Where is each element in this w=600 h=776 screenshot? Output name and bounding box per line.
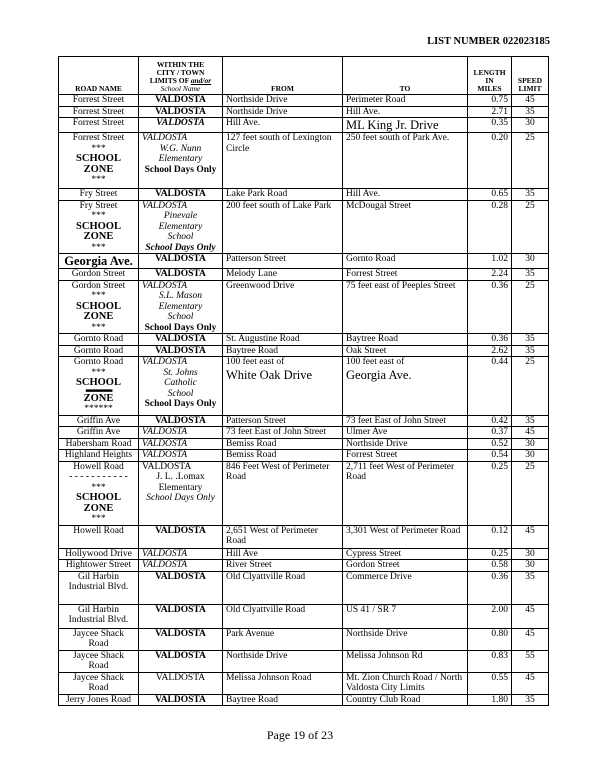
- from-cell: 200 feet south of Lake Park: [223, 200, 343, 254]
- city-limits: VALDOSTA: [139, 189, 223, 201]
- length-cell: 0.75: [468, 95, 512, 107]
- road-name: Jaycee Shack Road: [59, 672, 139, 694]
- to-cell: 3,301 West of Perimeter Road: [343, 525, 468, 548]
- table-row: [59, 438, 549, 450]
- dotted-rule: ■■■■■■■■■■■■■: [85, 388, 112, 394]
- speed-cell: 35: [512, 334, 549, 346]
- to-cell: Forrest Street: [343, 269, 468, 281]
- road-name: Howell Road - - - - - - - - - - - *** SCHOOL ZONE ***: [59, 461, 139, 525]
- road-name: Fry Street: [59, 189, 139, 201]
- from-cell: Park Avenue: [223, 628, 343, 650]
- city-limits: VALDOSTA: [139, 450, 223, 462]
- speed-cell: 45: [512, 95, 549, 107]
- to-cell: Oak Street: [343, 345, 468, 357]
- city-limits: VALDOSTA St. Johns Catholic School School Days Only: [139, 357, 223, 416]
- road-name: Georgia Ave.: [59, 254, 139, 269]
- from-cell: Patterson Street: [223, 254, 343, 269]
- length-cell: 2.00: [468, 604, 512, 628]
- road-name: Gornto Road: [59, 334, 139, 346]
- to-cell: Forrest Street: [343, 450, 468, 462]
- from-cell: 127 feet south of Lexington Circle: [223, 133, 343, 189]
- to-cell: 100 feet east of Georgia Ave.: [343, 357, 468, 416]
- from-cell: Baytree Road: [223, 345, 343, 357]
- city-limits: VALDOSTA S.L. Mason Elementary School School Days Only: [139, 280, 223, 334]
- table-row: [59, 672, 549, 694]
- speed-cell: 35: [512, 269, 549, 281]
- road-name: Forrest Street: [59, 106, 139, 118]
- road-name: Fry Street *** SCHOOL ZONE ***: [59, 200, 139, 254]
- to-cell: ML King Jr. Drive: [343, 118, 468, 133]
- to-cell: 250 feet south of Park Ave.: [343, 133, 468, 189]
- road-name: Gil Harbin Industrial Blvd.: [59, 604, 139, 628]
- road-name: Griffin Ave: [59, 427, 139, 439]
- road-name: Griffin Ave: [59, 415, 139, 427]
- speed-cell: 25: [512, 280, 549, 334]
- length-cell: 0.55: [468, 672, 512, 694]
- table-row: [59, 415, 549, 427]
- table-row: [59, 133, 549, 189]
- table-row: [59, 450, 549, 462]
- city-limits: VALDOSTA: [139, 525, 223, 548]
- to-cell: Hill Ave.: [343, 106, 468, 118]
- road-name: Gornto Road: [59, 345, 139, 357]
- city-limits: VALDOSTA J. L. .Lomax Elementary School Days Only: [139, 461, 223, 525]
- speed-cell: 25: [512, 133, 549, 189]
- city-limits: VALDOSTA: [139, 604, 223, 628]
- length-cell: 2.62: [468, 345, 512, 357]
- length-cell: 0.42: [468, 415, 512, 427]
- table-row: [59, 604, 549, 628]
- header-to: TO: [343, 57, 468, 95]
- table-row: [59, 254, 549, 269]
- speed-cell: 25: [512, 357, 549, 416]
- from-cell: St. Augustine Road: [223, 334, 343, 346]
- list-number: LIST NUMBER 022023185: [427, 36, 550, 47]
- table-row: [59, 650, 549, 672]
- speed-cell: 35: [512, 106, 549, 118]
- to-cell: Hill Ave.: [343, 189, 468, 201]
- road-name: Gordon Street: [59, 269, 139, 281]
- speed-cell: 45: [512, 672, 549, 694]
- to-cell: 75 feet east of Peeples Street: [343, 280, 468, 334]
- road-table: [58, 56, 549, 706]
- length-cell: 0.36: [468, 334, 512, 346]
- header-length: LENGTH IN MILES: [468, 57, 512, 95]
- speed-cell: 30: [512, 118, 549, 133]
- page-footer: Page 19 of 23: [266, 728, 334, 742]
- table-row: [59, 269, 549, 281]
- length-cell: 0.65: [468, 189, 512, 201]
- length-cell: 2.71: [468, 106, 512, 118]
- length-cell: 0.52: [468, 438, 512, 450]
- speed-cell: 25: [512, 200, 549, 254]
- length-cell: 1.02: [468, 254, 512, 269]
- to-cell: Northside Drive: [343, 628, 468, 650]
- header-road-name: ROAD NAME: [59, 57, 139, 95]
- length-cell: 0.20: [468, 133, 512, 189]
- from-cell: Northside Drive: [223, 95, 343, 107]
- city-limits: VALDOSTA: [139, 106, 223, 118]
- city-limits: VALDOSTA: [139, 438, 223, 450]
- city-limits: VALDOSTA: [139, 345, 223, 357]
- table-row: [59, 461, 549, 525]
- city-limits: VALDOSTA: [139, 118, 223, 133]
- from-cell: 100 feet east of White Oak Drive: [223, 357, 343, 416]
- road-name: Hollywood Drive: [59, 548, 139, 560]
- header-within: WITHIN THE CITY / TOWN LIMITS OF and/or School Name: [139, 57, 223, 95]
- city-limits: VALDOSTA: [139, 560, 223, 572]
- speed-cell: 45: [512, 628, 549, 650]
- speed-cell: 25: [512, 461, 549, 525]
- from-cell: Northside Drive: [223, 650, 343, 672]
- road-name: Hightower Street: [59, 560, 139, 572]
- to-cell: 2,711 feet West of Perimeter Road: [343, 461, 468, 525]
- city-limits: VALDOSTA: [139, 334, 223, 346]
- length-cell: 0.25: [468, 548, 512, 560]
- table-row: [59, 200, 549, 254]
- from-cell: Melody Lane: [223, 269, 343, 281]
- speed-cell: 30: [512, 254, 549, 269]
- to-cell: US 41 / SR 7: [343, 604, 468, 628]
- speed-cell: 30: [512, 450, 549, 462]
- table-row: [59, 106, 549, 118]
- road-name: Gornto Road *** SCHOOL ■■■■■■■■■■■■■ ZONE ******: [59, 357, 139, 416]
- to-cell: Cypress Street: [343, 548, 468, 560]
- speed-cell: 55: [512, 650, 549, 672]
- to-cell: Commerce Drive: [343, 571, 468, 604]
- length-cell: 0.12: [468, 525, 512, 548]
- from-cell: Melissa Johnson Road: [223, 672, 343, 694]
- from-cell: 846 Feet West of Perimeter Road: [223, 461, 343, 525]
- road-name: Forrest Street *** SCHOOL ZONE ***: [59, 133, 139, 189]
- city-limits: VALDOSTA W.G. Nunn Elementary School Days Only: [139, 133, 223, 189]
- city-limits: VALDOSTA: [139, 571, 223, 604]
- table-row: [59, 427, 549, 439]
- length-cell: 0.58: [468, 560, 512, 572]
- length-cell: 2.24: [468, 269, 512, 281]
- to-cell: Melissa Johnson Rd: [343, 650, 468, 672]
- table-row: [59, 280, 549, 334]
- speed-cell: 30: [512, 438, 549, 450]
- road-name: Howell Road: [59, 525, 139, 548]
- length-cell: 0.44: [468, 357, 512, 416]
- table-row: [59, 357, 549, 416]
- speed-cell: 35: [512, 571, 549, 604]
- from-cell: Hill Ave.: [223, 118, 343, 133]
- header-speed: SPEED LIMIT: [512, 57, 549, 95]
- city-limits: VALDOSTA: [139, 548, 223, 560]
- city-limits: VALDOSTA: [139, 427, 223, 439]
- city-limits: VALDOSTA Pinevale Elementary School School Days Only: [139, 200, 223, 254]
- length-cell: 0.35: [468, 118, 512, 133]
- table-row: [59, 118, 549, 133]
- speed-cell: 45: [512, 604, 549, 628]
- from-cell: Bemiss Road: [223, 438, 343, 450]
- to-cell: Gornto Road: [343, 254, 468, 269]
- road-name: Forrest Street: [59, 118, 139, 133]
- city-limits: VALDOSTA: [139, 415, 223, 427]
- from-cell: Lake Park Road: [223, 189, 343, 201]
- speed-cell: 45: [512, 427, 549, 439]
- table-row: [59, 571, 549, 604]
- to-cell: 73 feet East of John Street: [343, 415, 468, 427]
- table-row: [59, 525, 549, 548]
- to-cell: Perimeter Road: [343, 95, 468, 107]
- speed-cell: 35: [512, 694, 549, 706]
- from-cell: Patterson Street: [223, 415, 343, 427]
- table-row: [59, 334, 549, 346]
- city-limits: VALDOSTA: [139, 254, 223, 269]
- table-row: [59, 189, 549, 201]
- from-cell: River Street: [223, 560, 343, 572]
- from-cell: 73 feet East of John Street: [223, 427, 343, 439]
- speed-cell: 35: [512, 345, 549, 357]
- length-cell: 1.80: [468, 694, 512, 706]
- length-cell: 0.25: [468, 461, 512, 525]
- from-cell: Old Clyattville Road: [223, 571, 343, 604]
- from-cell: 2,651 West of Perimeter Road: [223, 525, 343, 548]
- dashed-rule: - - - - - - - - - - -: [69, 472, 128, 482]
- to-cell: Mt. Zion Church Road / North Valdosta City Limits: [343, 672, 468, 694]
- to-cell: Country Club Road: [343, 694, 468, 706]
- length-cell: 0.83: [468, 650, 512, 672]
- city-limits: VALDOSTA: [139, 694, 223, 706]
- header-from: FROM: [223, 57, 343, 95]
- speed-cell: 35: [512, 415, 549, 427]
- table-row: [59, 694, 549, 706]
- road-name: Forrest Street: [59, 95, 139, 107]
- length-cell: 0.54: [468, 450, 512, 462]
- from-cell: Old Clyattville Road: [223, 604, 343, 628]
- road-name: Highland Heights: [59, 450, 139, 462]
- from-cell: Bemiss Road: [223, 450, 343, 462]
- to-cell: Gordon Street: [343, 560, 468, 572]
- to-cell: Baytree Road: [343, 334, 468, 346]
- road-name: Jaycee Shack Road: [59, 628, 139, 650]
- speed-cell: 45: [512, 525, 549, 548]
- table-row: [59, 95, 549, 107]
- road-name: Jaycee Shack Road: [59, 650, 139, 672]
- speed-cell: 30: [512, 560, 549, 572]
- table-row: [59, 548, 549, 560]
- table-row: [59, 628, 549, 650]
- city-limits: VALDOSTA: [139, 269, 223, 281]
- table-row: [59, 560, 549, 572]
- length-cell: 0.28: [468, 200, 512, 254]
- table-row: [59, 345, 549, 357]
- speed-cell: 30: [512, 548, 549, 560]
- from-cell: Hill Ave: [223, 548, 343, 560]
- road-name: Jerry Jones Road: [59, 694, 139, 706]
- length-cell: 0.80: [468, 628, 512, 650]
- road-name: Habersham Road: [59, 438, 139, 450]
- road-name: Gordon Street *** SCHOOL ZONE ***: [59, 280, 139, 334]
- from-cell: Northside Drive: [223, 106, 343, 118]
- from-cell: Baytree Road: [223, 694, 343, 706]
- city-limits: VALDOSTA: [139, 650, 223, 672]
- length-cell: 0.36: [468, 571, 512, 604]
- length-cell: 0.36: [468, 280, 512, 334]
- header-row: [59, 57, 549, 95]
- city-limits: VALDOSTA: [139, 95, 223, 107]
- city-limits: VALDOSTA: [139, 672, 223, 694]
- city-limits: VALDOSTA: [139, 628, 223, 650]
- road-name: Gil Harbin Industrial Blvd.: [59, 571, 139, 604]
- to-cell: Northside Drive: [343, 438, 468, 450]
- length-cell: 0.37: [468, 427, 512, 439]
- to-cell: Ulmer Ave: [343, 427, 468, 439]
- from-cell: Greenwood Drive: [223, 280, 343, 334]
- speed-cell: 35: [512, 189, 549, 201]
- to-cell: McDougal Street: [343, 200, 468, 254]
